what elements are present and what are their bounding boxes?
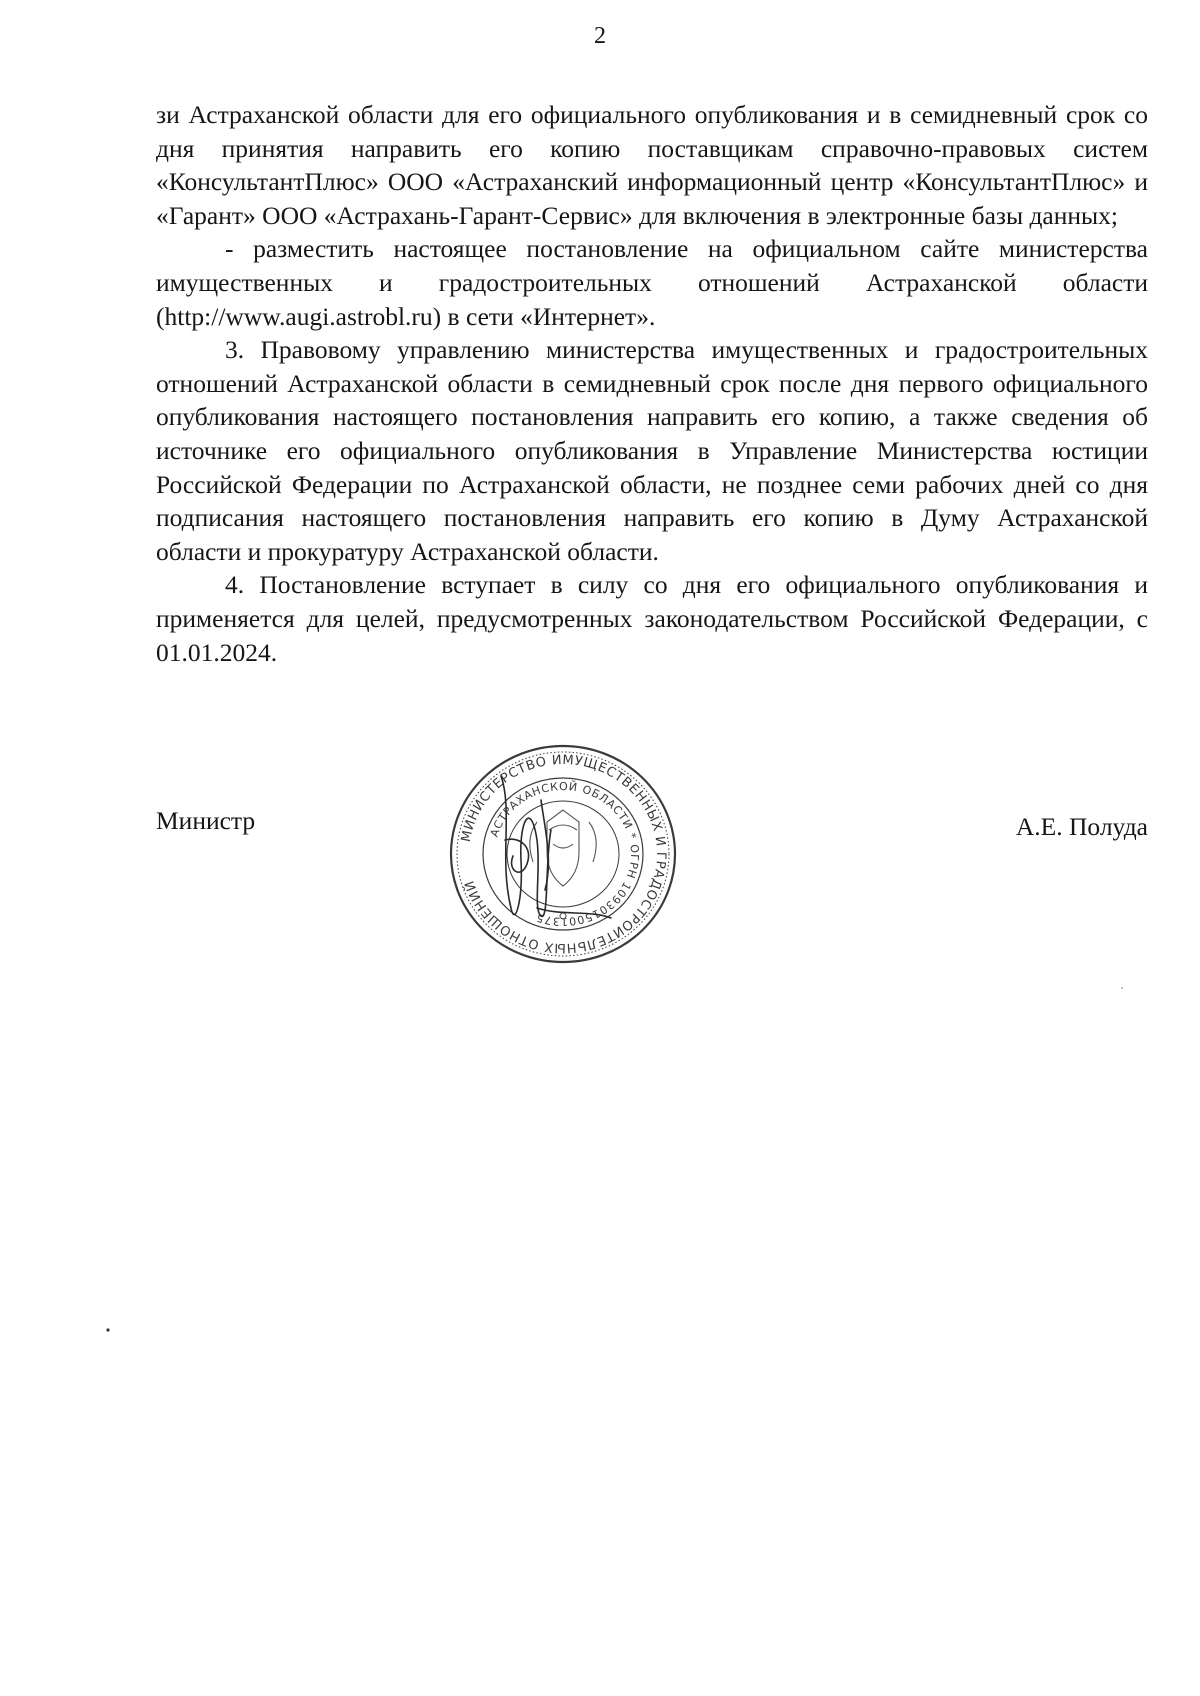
paragraph-effective-date: 4. Постановление вступает в силу со дня его официального опубликования и применяется для целей, предусмотренных законодательством Российской Федерации, с 01.01.2024. [156,570,1148,667]
paragraph-continuation: зи Астраханской области для его официального опубликования и в семидневный срок со дня принятия направить его копию поставщикам справочно-правовых систем «КонсультантПлюс» ООО «Астраханский информационный центр «КонсультантПлюс» и «Гарант» ООО «Астрахань-Гарант-Сервис» для включения в электронные базы данных; [156,100,1148,230]
paragraph-legal-department: 3. Правовому управлению министерства имущественных и градостроительных отношений Астраханской области в семидневный срок после дня первого официального опубликования настоящего постановления направить его копию, а также сведения об источнике его официального опубликования в Управление Министерства юстиции Российской Федерации по Астраханской области, не позднее семи рабочих дней со дня подписания настоящего постановления направить его копию в Думу Астраханской области и прокуратуру Астраханской области. [156,335,1148,566]
official-seal-icon [441,740,685,968]
document-body [156,98,1148,669]
paragraph-website: - разместить настоящее постановление на официальном сайте министерства имущественных и градостроительных отношений Астраханской области (http://www.augi.astrobl.ru) в сети «Интернет». [156,234,1148,331]
signature-block [156,740,1148,980]
seal-outer-text: МИНИСТЕРСТВО ИМУЩЕСТВЕННЫХ И ГРАДОСТРОИТЕЛЬНЫХ ОТНОШЕНИЙ [458,752,669,956]
page-number: 2 [594,23,606,49]
signer-title: Министр [156,806,256,835]
signer-name: А.Е. Полуда [1015,812,1148,841]
scan-speck [1121,987,1123,989]
seal-inner-text: АСТРАХАНСКОЙ ОБЛАСТИ * ОГРН 1093015001375 [487,779,642,929]
scan-speck [106,1328,109,1331]
